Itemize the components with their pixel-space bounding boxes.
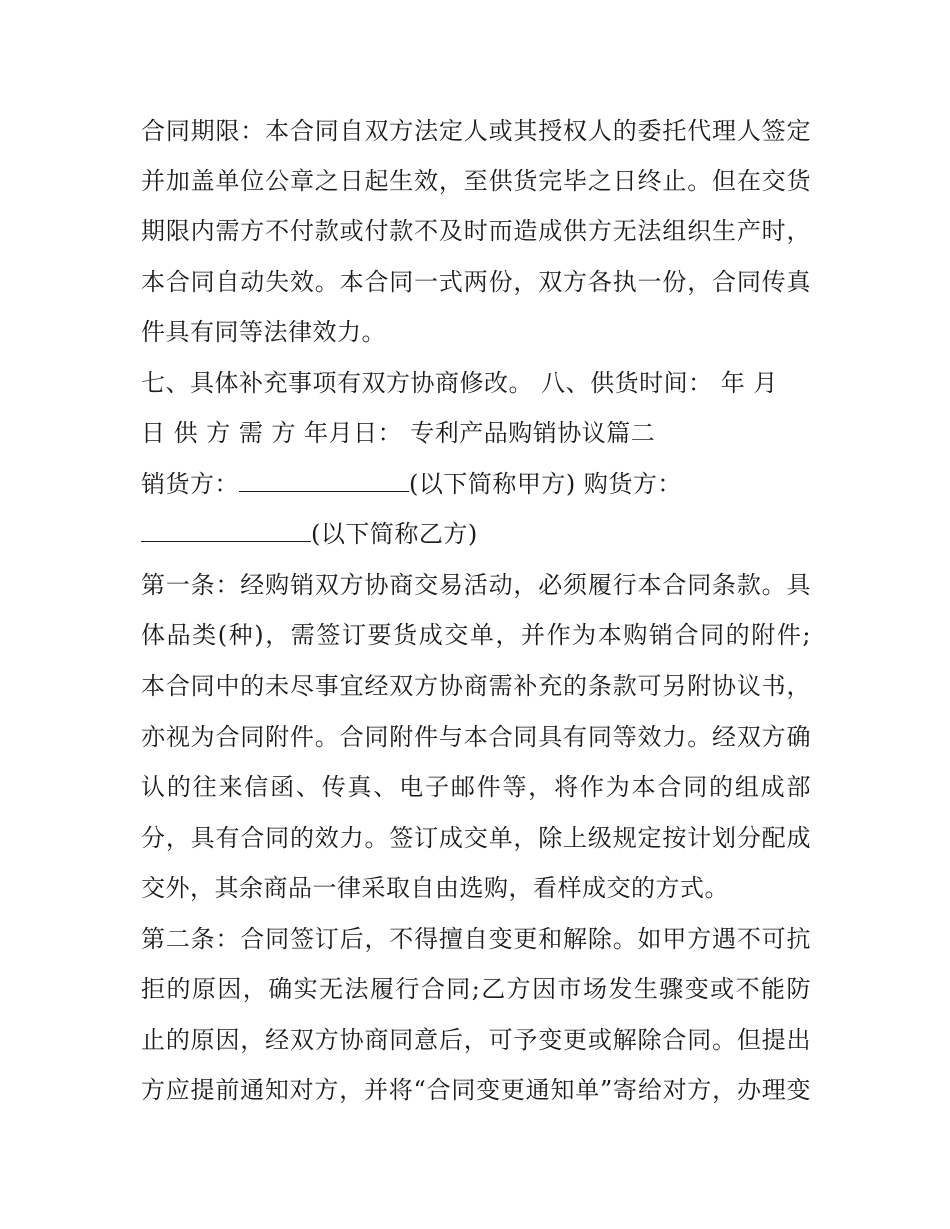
text-line: 期限内需方不付款或付款不及时而造成供方无法组织生产时， xyxy=(141,217,811,245)
text-line: 分，具有合同的效力。签订成交单，除上级规定按计划分配成 xyxy=(141,824,811,852)
text-line: 拒的原因，确实无法履行合同;乙方因市场发生骤变或不能防 xyxy=(141,975,811,1003)
text-line: 七、具体补充事项有双方协商修改。 八、供货时间： 年 月 xyxy=(141,369,778,397)
seller-suffix: (以下简称甲方) 购货方： xyxy=(409,470,682,498)
text-line: 第一条：经购销双方协商交易活动，必须履行本合同条款。具 xyxy=(141,571,811,599)
buyer-name-blank xyxy=(141,519,311,542)
text-line: 体品类(种)，需签订要货成交单，并作为本购销合同的附件; xyxy=(141,621,811,649)
text-line: 亦视为合同附件。合同附件与本合同具有同等效力。经双方确 xyxy=(141,723,811,751)
seller-label: 销货方： xyxy=(141,470,239,498)
text-line: 合同期限：本合同自双方法定人或其授权人的委托代理人签定 xyxy=(141,117,811,145)
text-line: 日 供 方 需 方 年月日： 专利产品购销协议篇二 xyxy=(141,419,656,447)
text-line: 第二条：合同签订后，不得擅自变更和解除。如甲方遇不可抗 xyxy=(141,925,811,953)
text-line: 并加盖单位公章之日起生效，至供货完毕之日终止。但在交货 xyxy=(141,167,811,195)
seller-line xyxy=(141,469,682,499)
text-line: 止的原因，经双方协商同意后，可予变更或解除合同。但提出 xyxy=(141,1026,811,1054)
text-line: 本合同自动失效。本合同一式两份，双方各执一份，合同传真 xyxy=(141,268,811,296)
buyer-line xyxy=(141,519,478,549)
text-line: 件具有同等法律效力。 xyxy=(141,318,386,346)
buyer-suffix: (以下简称乙方) xyxy=(311,520,478,548)
text-line: 认的往来信函、传真、电子邮件等，将作为本合同的组成部 xyxy=(141,773,811,801)
text-line: 交外，其余商品一律采取自由选购，看样成交的方式。 xyxy=(141,874,729,902)
seller-name-blank xyxy=(239,469,409,492)
text-line: 本合同中的未尽事宜经双方协商需补充的条款可另附协议书， xyxy=(141,672,811,700)
text-line: 方应提前通知对方，并将“合同变更通知单”寄给对方，办理变 xyxy=(141,1076,811,1104)
